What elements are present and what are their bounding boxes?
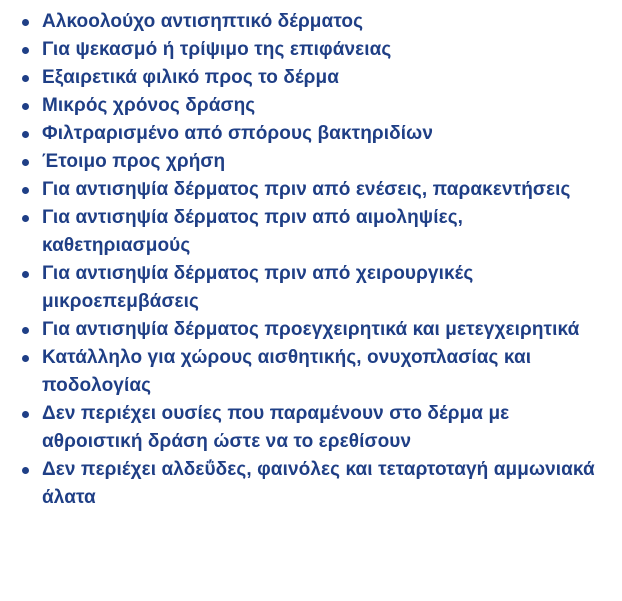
list-item — [0, 120, 622, 148]
list-item-text: Για αντισηψία δέρματος προεγχειρητικά και μετεγχειρητικά — [42, 319, 580, 340]
bullet-icon — [22, 271, 29, 278]
bullet-icon — [22, 131, 29, 138]
bullet-icon — [22, 467, 29, 474]
list-item-text: Φιλτραρισμένο από σπόρους βακτηριδίων — [42, 123, 433, 144]
list-item — [0, 344, 622, 400]
list-item — [0, 64, 622, 92]
list-item — [0, 176, 622, 204]
list-item-text: Για αντισηψία δέρματος πριν από αιμοληψίες, καθετηριασμούς — [42, 207, 464, 256]
list-item — [0, 204, 622, 260]
bullet-icon — [22, 75, 29, 82]
bullet-icon — [22, 47, 29, 54]
list-item — [0, 260, 622, 316]
list-item-text: Δεν περιέχει ουσίες που παραμένουν στο δέρμα με αθροιστική δράση ώστε να το ερεθίσουν — [42, 403, 510, 452]
list-item — [0, 400, 622, 456]
list-item — [0, 148, 622, 176]
list-item-text: Για αντισηψία δέρματος πριν από ενέσεις, παρακεντήσεις — [42, 179, 571, 200]
bullet-icon — [22, 103, 29, 110]
bullet-icon — [22, 327, 29, 334]
list-item — [0, 92, 622, 120]
list-item-text: Κατάλληλο για χώρους αισθητικής, ονυχοπλασίας και ποδολογίας — [42, 347, 532, 396]
list-item-text: Εξαιρετικά φιλικό προς το δέρμα — [42, 67, 340, 88]
feature-list — [0, 8, 622, 512]
bullet-icon — [22, 187, 29, 194]
list-item-text: Έτοιμο προς χρήση — [42, 151, 226, 172]
bullet-icon — [22, 355, 29, 362]
list-item-text: Για αντισηψία δέρματος πριν από χειρουργικές μικροεπεμβάσεις — [42, 263, 474, 312]
bullet-icon — [22, 159, 29, 166]
list-item-text: Για ψεκασμό ή τρίψιμο της επιφάνειας — [42, 39, 392, 60]
bullet-icon — [22, 19, 29, 26]
list-item — [0, 36, 622, 64]
list-item-text: Μικρός χρόνος δράσης — [42, 95, 256, 116]
list-item-text: Αλκοολούχο αντισηπτικό δέρματος — [42, 11, 364, 32]
list-item — [0, 456, 622, 512]
bullet-icon — [22, 411, 29, 418]
list-item-text: Δεν περιέχει αλδεΰδες, φαινόλες και τεταρτοταγή αμμωνιακά άλατα — [42, 459, 595, 508]
list-item — [0, 8, 622, 36]
list-item — [0, 316, 622, 344]
bullet-icon — [22, 215, 29, 222]
